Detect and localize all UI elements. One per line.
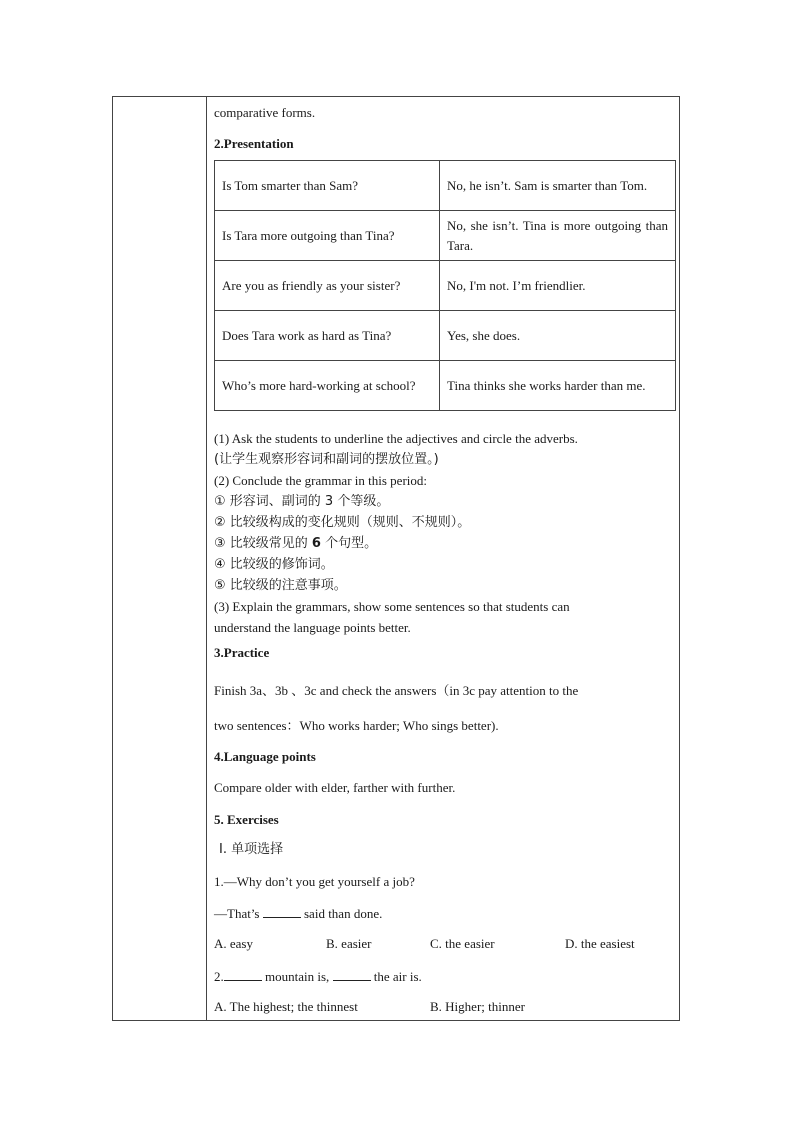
answer-blank <box>263 905 301 918</box>
answer-option: C. the easier <box>430 936 495 951</box>
presentation-question: Does Tara work as hard as Tina? <box>215 311 440 361</box>
question-2: 2. mountain is, the air is. <box>214 969 422 984</box>
question-1-options <box>214 936 674 952</box>
question-1: 1.—Why don’t you get yourself a job? <box>214 874 415 889</box>
answer-blank <box>224 968 262 981</box>
question-1-reply: —That’s said than done. <box>214 906 383 921</box>
comparative-line: comparative forms. <box>214 105 316 120</box>
language-points-text: Compare older with elder, farther with further. <box>214 780 456 795</box>
column-divider <box>206 97 207 1020</box>
question-2-options <box>214 999 674 1015</box>
practice-text-a: Finish 3a、3b 、3c and check the answers（in 3c pay attention to the <box>214 683 579 698</box>
presentation-row <box>215 261 676 311</box>
presentation-question: Is Tara more outgoing than Tina? <box>215 211 440 261</box>
section-single-choice: Ⅰ. 单项选择 <box>219 842 284 857</box>
presentation-question: Are you as friendly as your sister? <box>215 261 440 311</box>
practice-heading: 3.Practice <box>214 645 270 660</box>
grammar-point-1: ① 形容词、副词的 3 个等级。 <box>214 494 390 509</box>
answer-option: B. Higher; thinner <box>430 999 525 1014</box>
answer-option: D. the easiest <box>565 936 635 951</box>
presentation-row <box>215 361 676 411</box>
presentation-question: Is Tom smarter than Sam? <box>215 161 440 211</box>
step3-text-a: (3) Explain the grammars, show some sentences so that students can <box>214 599 570 614</box>
presentation-answer: No, she isn’t. Tina is more outgoing than Tara. <box>440 211 676 261</box>
grammar-point-5: ⑤ 比较级的注意事项。 <box>214 578 347 593</box>
grammar-point-4: ④ 比较级的修饰词。 <box>214 557 334 572</box>
presentation-heading: 2.Presentation <box>214 136 294 151</box>
presentation-answer: Yes, she does. <box>440 311 676 361</box>
grammar-point-3: ③ 比较级常见的 6 个句型。 <box>214 536 378 551</box>
language-points-heading: 4.Language points <box>214 749 316 764</box>
practice-text-b: two sentences：Who works harder; Who sings better). <box>214 718 499 733</box>
presentation-table <box>214 160 676 411</box>
answer-option: A. easy <box>214 936 253 951</box>
answer-option: B. easier <box>326 936 372 951</box>
step2-text: (2) Conclude the grammar in this period: <box>214 473 428 488</box>
presentation-answer: Tina thinks she works harder than me. <box>440 361 676 411</box>
step1-cn-text: (让学生观察形容词和副词的摆放位置。) <box>214 452 439 467</box>
presentation-answer: No, I'm not. I’m friendlier. <box>440 261 676 311</box>
lesson-table-frame <box>112 96 680 1021</box>
step1-text: (1) Ask the students to underline the adjectives and circle the adverbs. <box>214 431 578 446</box>
presentation-row <box>215 161 676 211</box>
step3-text-b: understand the language points better. <box>214 620 411 635</box>
presentation-row <box>215 211 676 261</box>
answer-blank <box>333 968 371 981</box>
answer-option: A. The highest; the thinnest <box>214 999 358 1014</box>
grammar-point-2: ② 比较级构成的变化规则（规则、不规则）。 <box>214 515 471 530</box>
presentation-answer: No, he isn’t. Sam is smarter than Tom. <box>440 161 676 211</box>
presentation-row <box>215 311 676 361</box>
exercises-heading: 5. Exercises <box>214 812 279 827</box>
presentation-question: Who’s more hard-working at school? <box>215 361 440 411</box>
